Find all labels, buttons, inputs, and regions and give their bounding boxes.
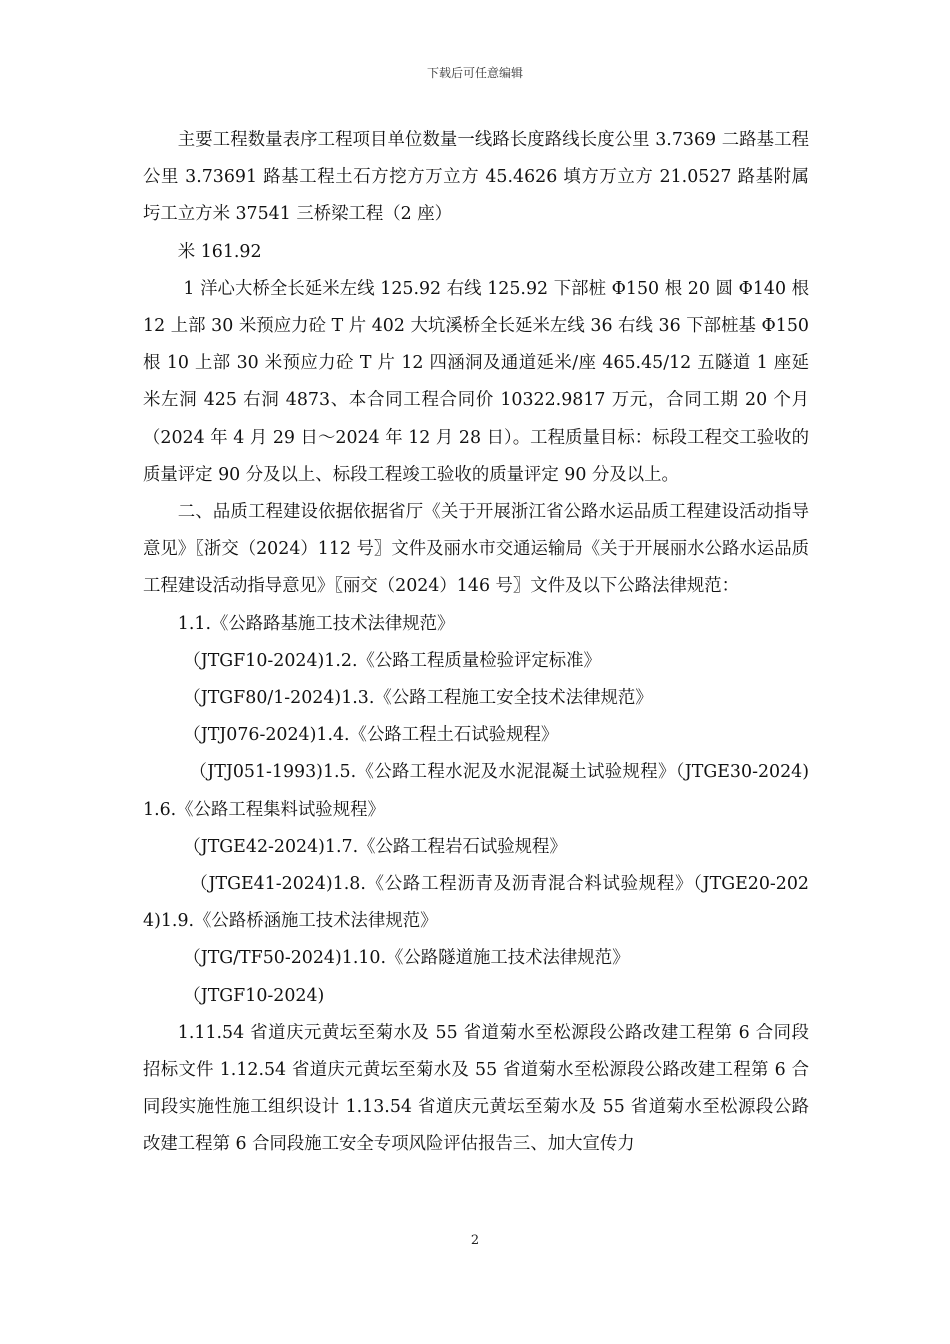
document-body bbox=[143, 122, 815, 1164]
list-item: （JTGF80/1-2024)1.3.《公路工程施工安全技术法律规范》 bbox=[177, 688, 653, 709]
list-item: （JTG/TF50-2024)1.10.《公路隧道施工技术法律规范》 bbox=[177, 948, 630, 969]
list-item: （JTGE42-2024)1.7.《公路工程岩石试验规程》 bbox=[177, 836, 567, 857]
list-item: （JTGE41-2024)1.8.《公路工程沥青及沥青混合料试验规程》（JTGE20-2024)1.9.《公路桥涵施工技术法律规范》 bbox=[143, 874, 809, 932]
list-item: （JTJ076-2024)1.4.《公路工程土石试验规程》 bbox=[177, 725, 559, 746]
list-item: （JTGF10-2024) bbox=[177, 985, 325, 1006]
page-header: 下载后可任意编辑 bbox=[426, 66, 523, 80]
page-number: 2 bbox=[470, 1233, 480, 1248]
list-item: （JTJ051-1993)1.5.《公路工程水泥及水泥混凝土试验规程》（JTGE30-2024)1.6.《公路工程集料试验规程》 bbox=[143, 762, 809, 820]
list-item: 1.1.《公路路基施工技术法律规范》 bbox=[177, 613, 455, 634]
paragraph-basis: 二、品质工程建设依据依据省厅《关于开展浙江省公路水运品质工程建设活动指导意见》〖浙交（2024）112 号〗文件及丽水市交通运输局《关于开展丽水公路水运品质工程建设活动指导意见》〖丽交（2024）146 号〗文件及以下公路法律规范： bbox=[143, 502, 809, 597]
paragraph-quantities: 主要工程数量表序工程项目单位数量一线路长度路线长度公里 3.7369 二路基工程公里 3.73691 路基工程土石方挖方万立方 45.4626 填方万立方 21.0527 路基附属圬工立方米 37541 三桥梁工程（2 座） bbox=[143, 130, 809, 225]
paragraph-bridges: 1 洋心大桥全长延米左线 125.92 右线 125.92 下部桩 Φ150 根 20 圆 Φ140 根 12 上部 30 米预应力砼 T 片 402 大坑溪桥全长延米左线 36 右线 36 下部桩基 Φ150 根 10 上部 30 米预应力砼 T 片 12 四涵洞及通道延米/座 465.45/12 五隧道 1 座延米左洞 425 右洞 4873、本合同工程合同价 10322.9817 万元，合同工期 20 个月（2024 年 4 月 29 日～2024 年 12 月 28 日）。工程质量目标：标段工程交工验收的质量评定 90 分及以上、标段工程竣工验收的质量评定 90 分及以上。 bbox=[143, 278, 815, 485]
list-item: （JTGF10-2024)1.2.《公路工程质量检验评定标准》 bbox=[177, 650, 601, 671]
paragraph-documents: 1.11.54 省道庆元黄坛至菊水及 55 省道菊水至松源段公路改建工程第 6 合同段招标文件 1.12.54 省道庆元黄坛至菊水及 55 省道菊水至松源段公路改建工程第 6 合同段实施性施工组织设计 1.13.54 省道庆元黄坛至菊水及 55 省道菊水至松源段公路改建工程第 6 合同段施工安全专项风险评估报告三、加大宣传力 bbox=[143, 1022, 809, 1155]
paragraph-length: 米 161.92 bbox=[177, 241, 262, 262]
